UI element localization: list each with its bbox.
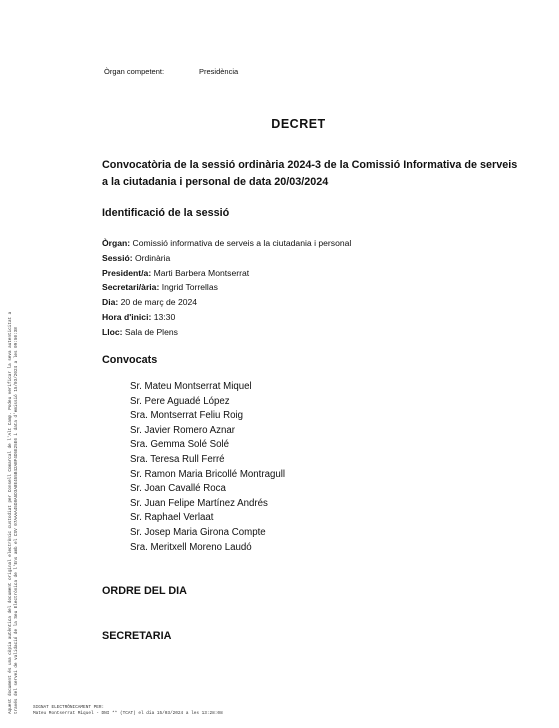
attendee-item: Sr. Joan Cavallé Roca (130, 483, 226, 495)
attendee-item: Sr. Pere Aguadé López (130, 395, 230, 407)
info-value: Comissió informativa de serveis a la ciutadania i personal (130, 238, 352, 248)
attendee-item: Sra. Montserrat Feliu Roig (130, 410, 244, 422)
document-title: DECRET (271, 117, 326, 131)
convocation-heading: Convocatòria de la sessió ordinària 2024-3 de la Comissió Informativa de serveis a la ciutadania i personal de data 20/03/2024 (102, 159, 518, 188)
secretaria-heading: SECRETARIA (102, 630, 172, 642)
identification-heading: Identificació de la sessió (102, 207, 230, 219)
convocats-heading: Convocats (102, 354, 158, 366)
organ-competent-label: Òrgan competent: (104, 67, 165, 76)
signature-footer (33, 705, 223, 717)
info-value: Sala de Plens (122, 326, 178, 337)
info-label: Dia: (102, 297, 119, 308)
info-label: Òrgan: (102, 238, 131, 248)
info-label: Sessió: (102, 252, 133, 263)
attendee-item: Sr. Raphael Verlaat (130, 512, 214, 524)
info-value: 13:30 (151, 311, 176, 322)
attendee-item: Sr. Javier Romero Aznar (130, 424, 235, 436)
attendee-item: Sr. Mateu Montserrat Miquel (130, 381, 252, 392)
footer-line: SIGNAT ELECTRÒNICAMENT PER: (33, 705, 105, 710)
info-value: Ingrid Torrellas (159, 282, 218, 293)
side-text-line: Aquest document és una còpia autèntica del document original electrònic custodiat per Consell Comarcal de l'Alt Camp. Podeu verificar la seva autenticitat a (8, 311, 13, 714)
ordre-del-dia-heading: ORDRE DEL DIA (102, 585, 187, 597)
info-row-president (102, 266, 351, 281)
attendee-list (130, 380, 285, 555)
info-row-organ (102, 236, 351, 251)
attendee-item: Sr. Juan Felipe Martínez Andrés (130, 497, 268, 509)
info-row-sessio (102, 251, 351, 266)
side-text-line: través del servei de validació de la Seu Electrònica de l'Ens amb el CSV 07AAAA45D8A5D3A8E455B42ABF4D5E25E6 i data d'emissió 15/03/2024 a les 09:50:38 (13, 327, 19, 714)
attendee-item: Sr. Josep Maria Girona Compte (130, 526, 266, 538)
info-value: Ordinària (132, 252, 171, 263)
verification-side-text (8, 234, 19, 714)
attendee-item: Sra. Gemma Solé Solé (130, 439, 230, 451)
organ-competent-value: Presidència (199, 67, 239, 76)
info-label: President/a: (102, 267, 152, 278)
footer-line: Mateu Montserrat Miquel - DNI ** (TCAT) el dia 15/03/2024 a les 13:28:08 (33, 711, 223, 716)
info-row-secretari (102, 280, 351, 295)
info-row-dia (102, 295, 351, 310)
info-row-hora (102, 310, 351, 325)
info-label: Hora d'inici: (102, 311, 152, 322)
info-label: Lloc: (102, 326, 123, 337)
attendee-item: Sra. Teresa Rull Ferré (130, 453, 225, 465)
session-info (102, 236, 351, 340)
info-label: Secretari/ària: (102, 282, 160, 293)
attendee-item: Sr. Ramon Maria Bricollé Montragull (130, 468, 286, 480)
attendee-item: Sra. Meritxell Moreno Laudó (130, 541, 252, 553)
info-row-lloc (102, 325, 351, 340)
info-value: Marti Barbera Montserrat (151, 267, 250, 278)
info-value: 20 de març de 2024 (118, 297, 198, 308)
